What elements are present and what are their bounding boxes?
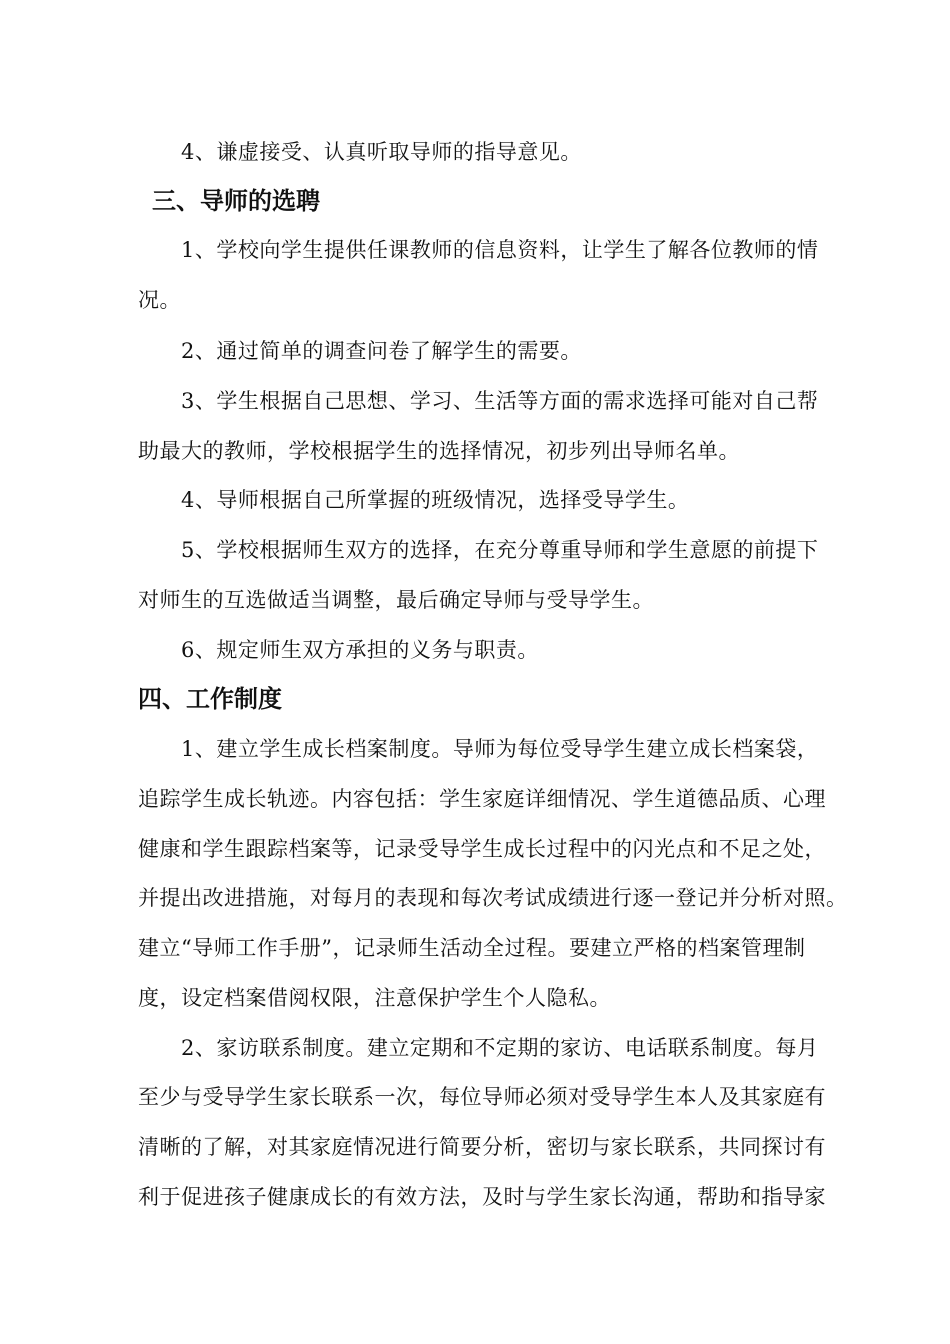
selection-item-3-line-2: 助最大的教师，学校根据学生的选择情况，初步列出导师名单。	[138, 439, 740, 463]
work-item-1-line-4: 并提出改进措施，对每月的表现和每次考试成绩进行逐一登记并分析对照。	[138, 886, 848, 910]
work-item-2-line-3: 清晰的了解，对其家庭情况进行简要分析，密切与家长联系，共同探讨有	[138, 1135, 826, 1159]
paragraph-item-4-attitude: 4、谦虚接受、认真听取导师的指导意见。	[181, 140, 582, 164]
work-item-2-line-1: 2、家访联系制度。建立定期和不定期的家访、电话联系制度。每月	[181, 1036, 819, 1060]
work-item-2-line-4: 利于促进孩子健康成长的有效方法，及时与学生家长沟通，帮助和指导家	[138, 1185, 826, 1209]
selection-item-2: 2、通过简单的调查问卷了解学生的需要。	[181, 339, 582, 363]
work-item-1-line-3: 健康和学生跟踪档案等，记录受导学生成长过程中的闪光点和不足之处，	[138, 837, 826, 861]
selection-item-4: 4、导师根据自己所掌握的班级情况，选择受导学生。	[181, 488, 690, 512]
section-heading-tutor-selection: 三、导师的选聘	[152, 187, 320, 215]
work-item-1-line-6: 度，设定档案借阅权限，注意保护学生个人隐私。	[138, 986, 611, 1010]
selection-item-3-line-1: 3、学生根据自己思想、学习、生活等方面的需求选择可能对自己帮	[181, 389, 819, 413]
work-item-1-line-2: 追踪学生成长轨迹。内容包括：学生家庭详细情况、学生道德品质、心理	[138, 787, 826, 811]
work-item-2-line-2: 至少与受导学生家长联系一次，每位导师必须对受导学生本人及其家庭有	[138, 1085, 826, 1109]
selection-item-6: 6、规定师生双方承担的义务与职责。	[181, 638, 539, 662]
section-heading-work-system: 四、工作制度	[138, 685, 282, 713]
selection-item-1-line-2: 况。	[138, 288, 181, 312]
selection-item-1-line-1: 1、学校向学生提供任课教师的信息资料，让学生了解各位教师的情	[181, 238, 819, 262]
selection-item-5-line-2: 对师生的互选做适当调整，最后确定导师与受导学生。	[138, 588, 654, 612]
selection-item-5-line-1: 5、学校根据师生双方的选择，在充分尊重导师和学生意愿的前提下	[181, 538, 819, 562]
work-item-1-line-5: 建立“导师工作手册”，记录师生活动全过程。要建立严格的档案管理制	[138, 936, 806, 960]
work-item-1-line-1: 1、建立学生成长档案制度。导师为每位受导学生建立成长档案袋，	[181, 737, 819, 761]
